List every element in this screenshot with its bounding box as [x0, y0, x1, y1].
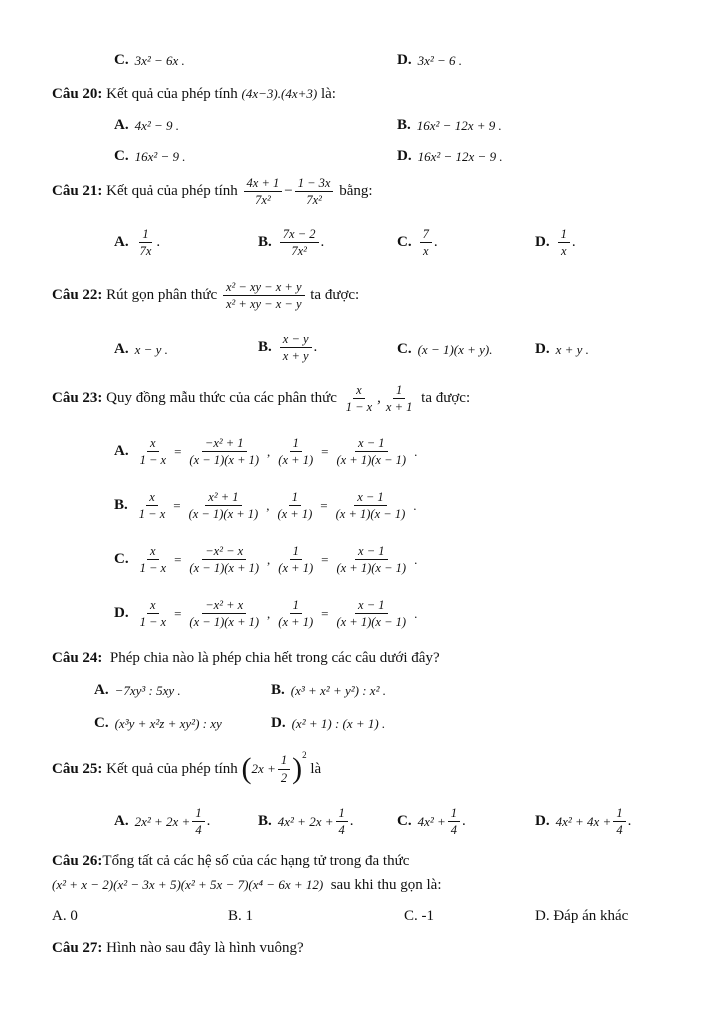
q20-option-c: C. 16x² − 9 . [114, 148, 186, 164]
q20-stem: Câu 20: Kết quả của phép tính (4x−3).(4x+3) là: [52, 86, 336, 102]
q24-option-c: C. (x³y + x²z + xy²) : xy [94, 715, 222, 731]
q21-option-a: A. $\frac{1}{7x}$ . [114, 227, 161, 259]
q24-option-a: A. −7xy³ : 5xy . [94, 682, 181, 698]
q22-option-b: B. $\frac{x - y}{x + y}$ . [258, 332, 318, 364]
q22-option-c: C. (x − 1)(x + y). [397, 341, 493, 357]
q20-option-d: D. 16x² − 12x − 9 . [397, 148, 503, 164]
q23-stem: Câu 23: Quy đồng mẫu thức của các phân thức $\frac{x}{1 - x}$ , $\frac{1}{x + 1}$ ta được: [52, 383, 471, 415]
q27-stem: Câu 27: Hình nào sau đây là hình vuông? [52, 940, 304, 956]
q26-option-d: D. Đáp án khác [535, 908, 629, 924]
q25-option-c: C. 4x² + $\frac{1}{4}$ . [397, 806, 466, 838]
q26-stem: Câu 26:Tổng tất cả các hệ số của các hạng tử trong đa thức [52, 853, 410, 869]
q22-stem: Câu 22: Rút gọn phân thức $\frac{\text{x² − xy − x + y}}{\text{x² + xy − x − y}}$ ta được: [52, 280, 360, 312]
q23-option-b: B. $\frac{x}{1 - x}$ = $\frac{\text{x² + 1}}{(x - 1)(x + 1)}$ , $\frac{1}{(x + 1)}$ = $\frac{x - 1}{(x + 1)(x - 1)}$ . [114, 490, 417, 522]
q26-option-b: B. 1 [228, 908, 254, 924]
q23-option-a: A. $\frac{x}{1 - x}$ = $\frac{\text{−x² + 1}}{(x - 1)(x + 1)}$ , $\frac{1}{(x + 1)}$ = $\frac{x - 1}{(x + 1)(x - 1)}$ . [114, 436, 418, 468]
q21-stem: Câu 21: Kết quả của phép tính $\frac{4x + 1}{\text{7x²}}$ − $\frac{1 - 3x}{\text{7x²}}$ bằng: [52, 176, 373, 208]
q19-option-d: D. 3x² − 6 . [397, 52, 463, 68]
q25-option-d: D. 4x² + 4x + $\frac{1}{4}$ . [535, 806, 632, 838]
q21-option-b: B. $\frac{7x - 2}{\text{7x²}}$ . [258, 227, 325, 259]
q24-option-d: D. (x² + 1) : (x + 1) . [271, 715, 386, 731]
q22-option-a: A. x − y . [114, 341, 168, 357]
q20-option-a: A. 4x² − 9 . [114, 117, 180, 133]
q23-option-d: D. $\frac{x}{1 - x}$ = $\frac{\text{−x² + x}}{(x - 1)(x + 1)}$ , $\frac{1}{(x + 1)}$ = $\frac{x - 1}{(x + 1)(x - 1)}$ . [114, 598, 418, 630]
q22-option-d: D. x + y . [535, 341, 589, 357]
q26-expression: (x² + x − 2)(x² − 3x + 5)(x² + 5x − 7)(x⁴ − 6x + 12) sau khi thu gọn là: [52, 877, 442, 893]
q19-option-c: C. 3x² − 6x . [114, 52, 185, 68]
q25-option-a: A. 2x² + 2x + $\frac{1}{4}$ . [114, 806, 211, 838]
q23-option-c: C. $\frac{x}{1 - x}$ = $\frac{\text{−x² − x}}{(x - 1)(x + 1)}$ , $\frac{1}{(x + 1)}$ = $\frac{x - 1}{(x + 1)(x - 1)}$ . [114, 544, 418, 576]
q26-option-c: C. -1 [404, 908, 434, 924]
q24-stem: Câu 24: Phép chia nào là phép chia hết trong các câu dưới đây? [52, 650, 440, 666]
q25-stem: Câu 25: Kết quả của phép tính ( 2x + $\frac{1}{2}$ ) $^2$ là [52, 750, 322, 785]
q20-option-b: B. 16x² − 12x + 9 . [397, 117, 502, 133]
q21-option-c: C. $\frac{7}{x}$ . [397, 227, 438, 259]
q26-option-a: A. 0 [52, 908, 78, 924]
q25-option-b: B. 4x² + 2x + $\frac{1}{4}$ . [258, 806, 354, 838]
q21-option-d: D. $\frac{1}{x}$ . [535, 227, 576, 259]
q24-option-b: B. (x³ + x² + y²) : x² . [271, 682, 386, 698]
